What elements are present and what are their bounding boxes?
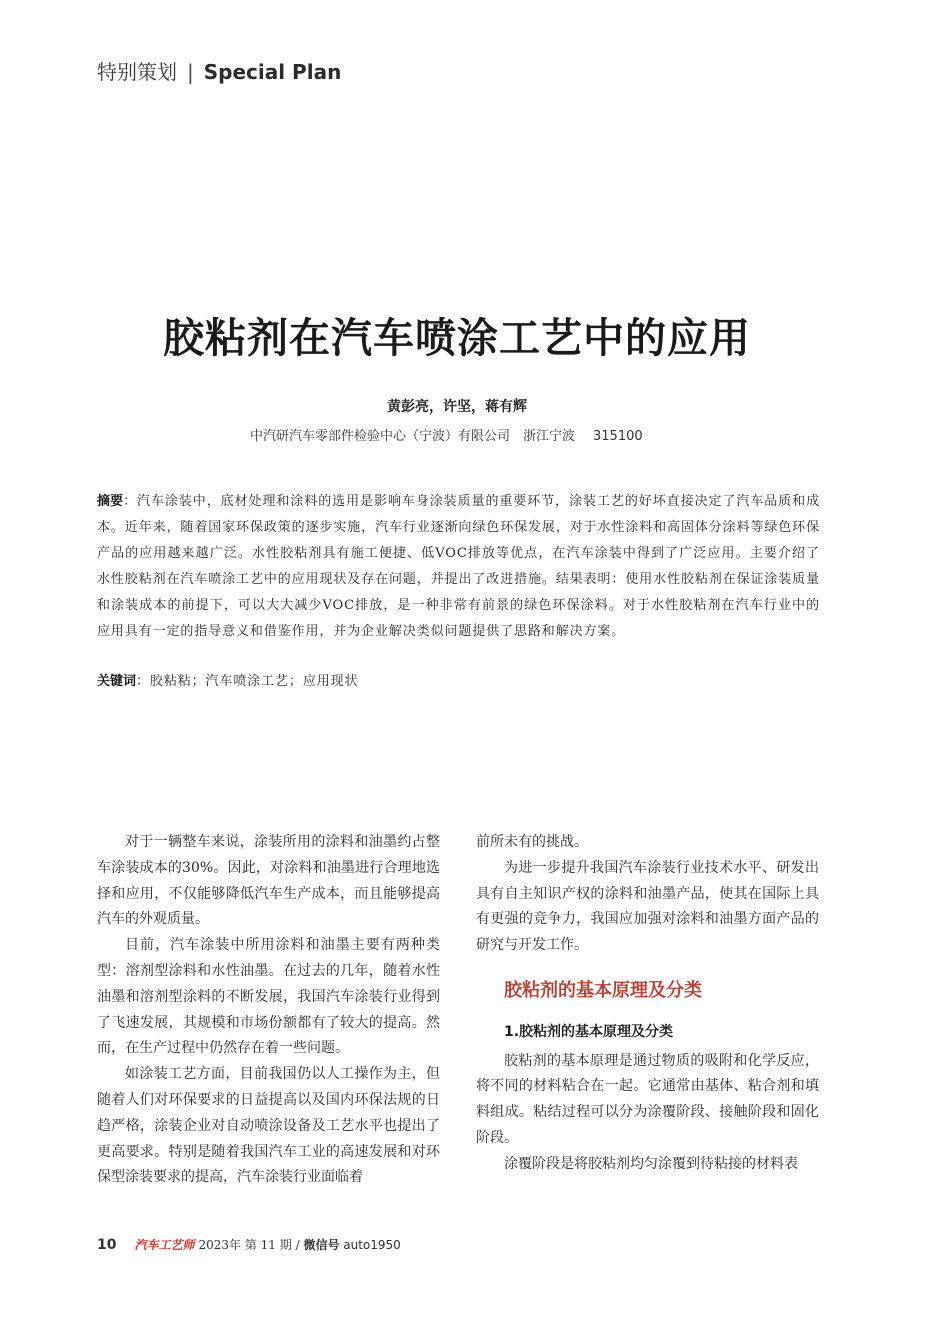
article-authors: 黄彭亮，许坚，蒋有辉: [387, 399, 527, 415]
section-separator: |: [187, 60, 194, 84]
body-paragraph: 对于一辆整车来说，涂装所用的涂料和油墨约占整车涂装成本的30%。因此，对涂料和油墨进行合理地选择和应用，不仅能够降低汽车生产成本，而且能够提高汽车的外观质量。: [97, 834, 440, 928]
body-paragraph: 目前，汽车涂装中所用涂料和油墨主要有两种类型：溶剂型涂料和水性油墨。在过去的几年，随着水性油墨和溶剂型涂料的不断发展，我国汽车涂装行业得到了飞速发展，其规模和市场份额都有了较大的提高。然而，在生产过程中仍然存在着一些问题。: [97, 937, 440, 1057]
journal-issue: 2023年 第 11 期 /: [198, 1238, 304, 1252]
postal-code: 315100: [593, 429, 643, 444]
abstract: [97, 489, 820, 645]
keywords: [97, 669, 820, 695]
affiliation-name: 中汽研汽车零部件检验中心（宁波）有限公司 浙江宁波: [250, 429, 576, 444]
section-heading: 胶粘剂的基本原理及分类: [504, 979, 702, 1001]
body-paragraph: 胶粘剂的基本原理是通过物质的吸附和化学反应，将不同的材料粘合在一起。它通常由基体、粘合剂和填料组成。粘结过程可以分为涂覆阶段、接触阶段和固化阶段。: [476, 1052, 819, 1146]
subsection-heading: 1.胶粘剂的基本原理及分类: [504, 1023, 674, 1040]
body-paragraph-continued: 前所未有的挑战。: [476, 834, 588, 850]
author-affiliation: [250, 425, 643, 444]
body-paragraph: 为进一步提升我国汽车涂装行业技术水平、研发出具有自主知识产权的涂料和油墨产品，使其在国际上具有更强的竞争力，我国应加强对涂料和油墨方面产品的研究与开发工作。: [476, 859, 819, 954]
body-column-right: [476, 830, 819, 1178]
wechat-label: 微信号: [303, 1238, 340, 1252]
section-name-en: Special Plan: [203, 60, 342, 84]
abstract-text: ：汽车涂装中，底材处理和涂料的选用是影响车身涂装质量的重要环节，涂装工艺的好坏直接决定了汽车品质和成本。近年来，随着国家环保政策的逐步实施，汽车行业逐渐向绿色环保发展，对于水性涂料和高固体分涂料等绿色环保产品的应用越来越广泛。水性胶粘剂具有施工便捷、低VOC排放等优点，在汽车涂装中得到了广泛应用。主要介绍了水性胶粘剂在汽车喷涂工艺中的应用现状及存在问题，并提出了改进措施。结果表明：使用水性胶粘剂在保证涂装质量和涂装成本的前提下，可以大大减少VOC排放，是一种非常有前景的绿色环保涂料。对于水性胶粘剂在汽车行业中的应用具有一定的指导意义和借鉴作用，并为企业解决类似问题提供了思路和解决方案。: [97, 494, 820, 639]
page-number: 10: [97, 1237, 117, 1253]
body-paragraph: 涂覆阶段是将胶粘剂均匀涂覆到待粘接的材料表: [504, 1155, 798, 1172]
page-footer: [97, 1236, 401, 1253]
section-tag: [97, 56, 341, 85]
body-paragraph: 如涂装工艺方面，目前我国仍以人工操作为主，但随着人们对环保要求的日益提高以及国内环保法规的日趋严格，涂装企业对自动喷涂设备及工艺水平也提出了更高要求。特别是随着我国汽车工业的高速发展和对环保型涂装要求的提高，汽车涂装行业面临着: [97, 1066, 440, 1186]
article-title: 胶粘剂在汽车喷涂工艺中的应用: [163, 314, 751, 362]
abstract-label: 摘要: [97, 494, 124, 509]
wechat-account: auto1950: [339, 1238, 401, 1252]
body-column-left: [97, 830, 440, 1191]
section-name-cn: 特别策划: [97, 60, 177, 84]
keywords-label: 关键词: [97, 674, 137, 689]
journal-brand: 汽车工艺师: [134, 1238, 195, 1252]
keywords-text: ：胶粘粘；汽车喷涂工艺；应用现状: [136, 674, 359, 689]
